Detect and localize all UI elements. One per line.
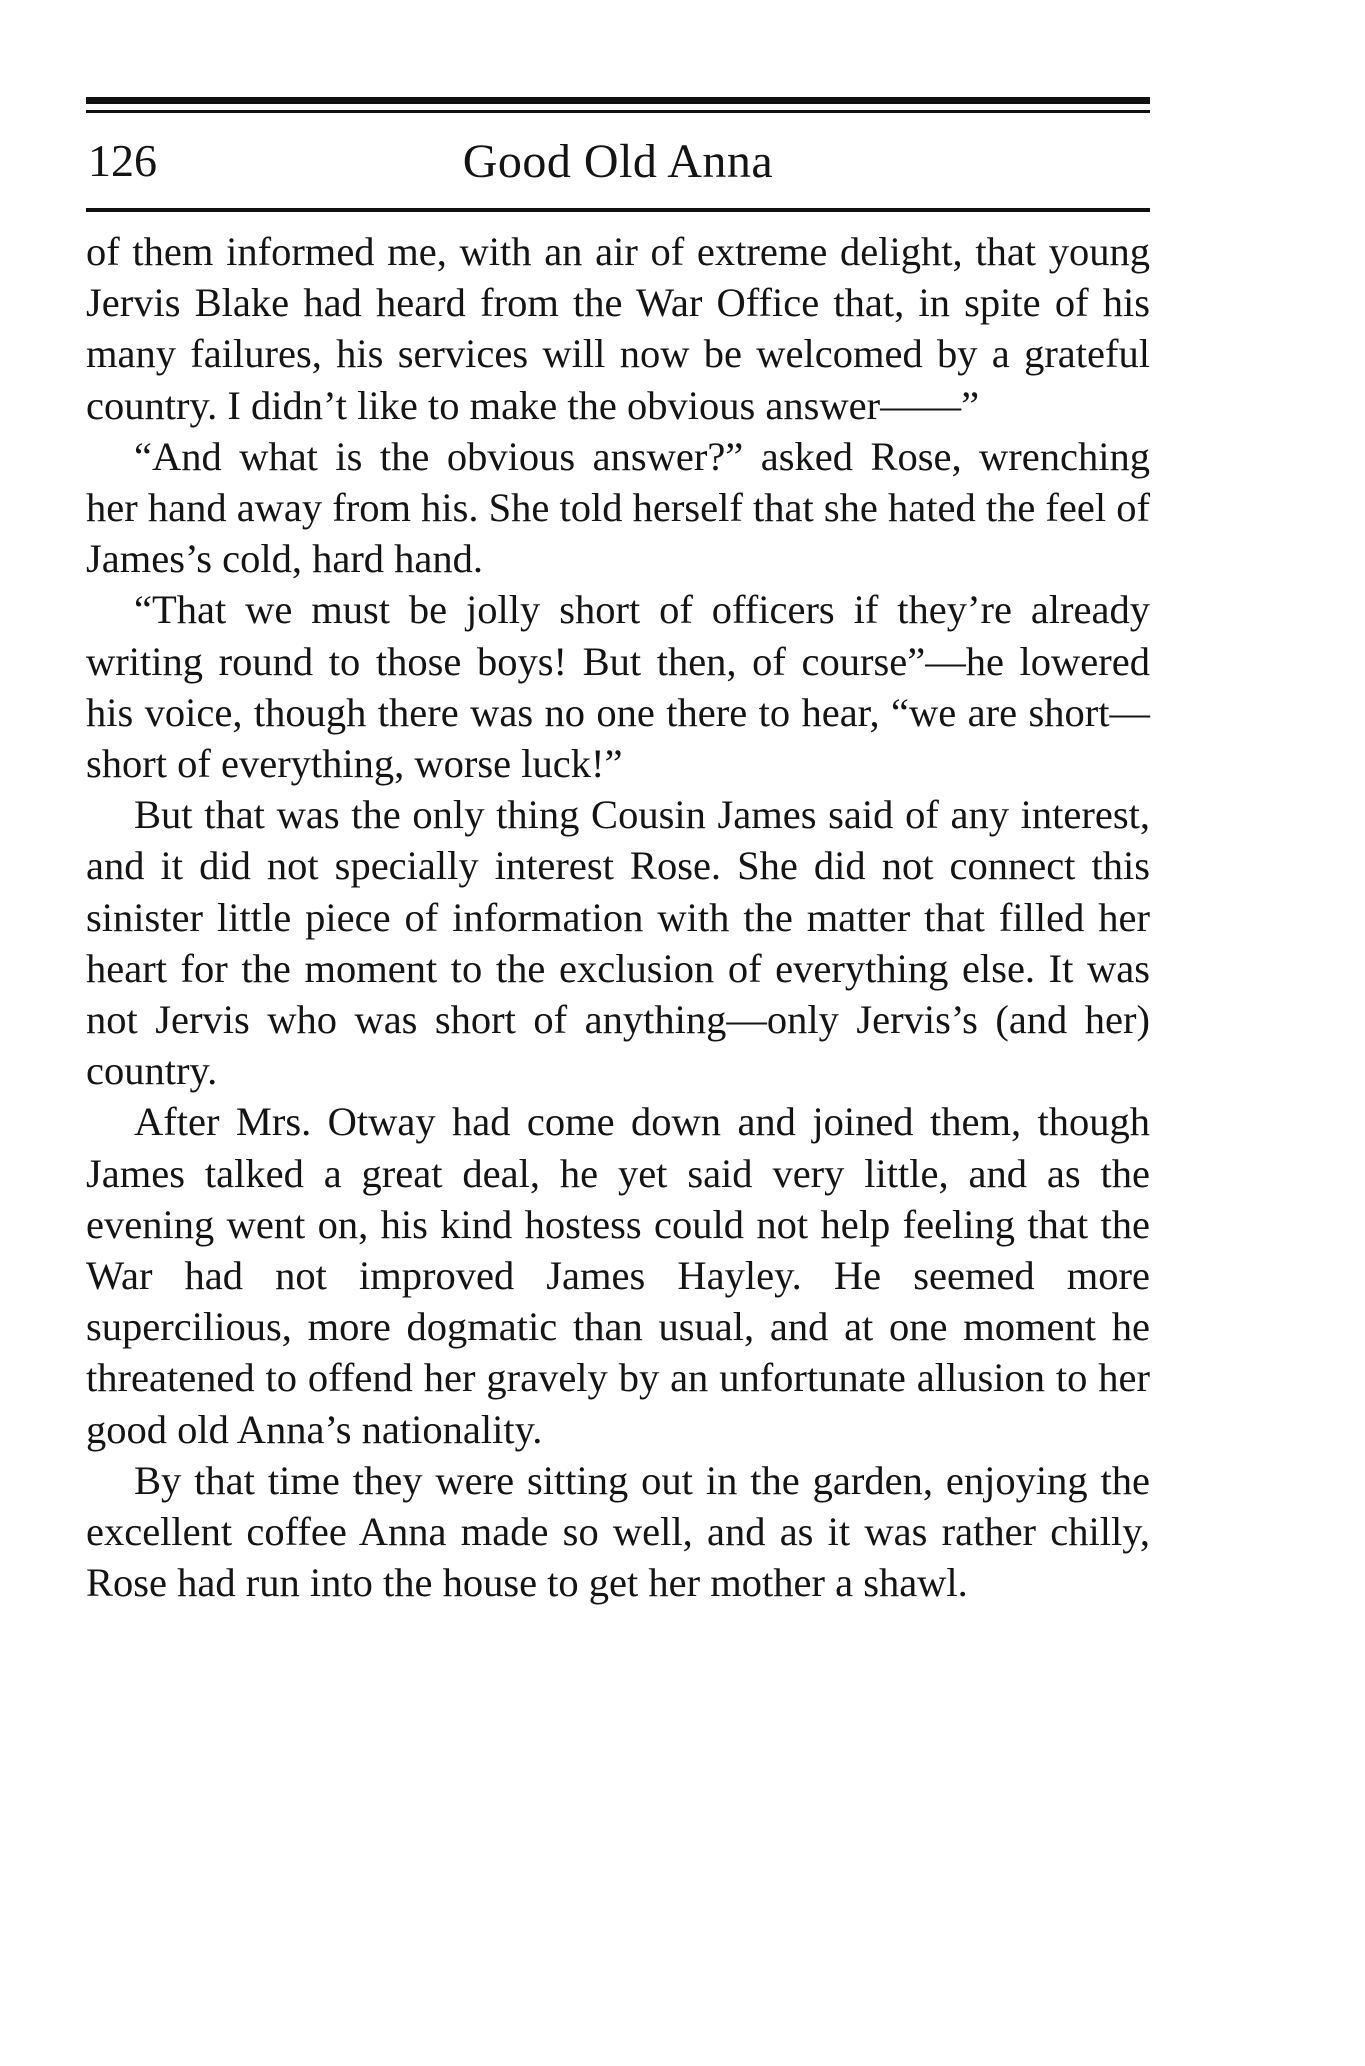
header-rule (86, 208, 1150, 212)
paragraph: After Mrs. Otway had come down and joined them, though James talked a great deal, he yet said very little, and as the evening went on, his kind hostess could not help feeling that the War had not improved James Hayley. He seemed more supercilious, more dogmatic than usual, and at one moment he threatened to offend her gravely by an unfortunate allusion to her good old Anna’s nationality. (86, 1099, 1150, 1452)
paragraph: But that was the only thing Cousin James said of any interest, and it did not specially interest Rose. She did not connect this sinister little piece of information with the matter that filled her heart for the moment to the exclusion of everything else. It was not Jervis who was short of anything—only Jervis’s (and her) country. (86, 792, 1150, 1094)
paragraph: By that time they were sitting out in the garden, enjoying the excellent coffee Anna made so well, and as it was rather chilly, Rose had run into the house to get her mother a shawl. (86, 1457, 1150, 1606)
top-double-rule-thick (86, 97, 1150, 104)
top-double-rule-thin (86, 110, 1150, 113)
paragraph: “That we must be jolly short of officers if they’re already writing round to those boys! But then, of course”—he lowered his voice, though there was no one there to hear, “we are short—short of everything, worse luck!” (86, 587, 1150, 787)
running-header (86, 132, 1150, 200)
paragraph: of them informed me, with an air of extreme delight, that young Jervis Blake had heard from the War Office that, in spite of his many failures, his services will now be welcomed by a grateful country. I didn’t like to make the obvious answer——” (86, 229, 1150, 428)
paragraph: “And what is the obvious answer?” asked Rose, wrenching her hand away from his. She told herself that she hated the feel of James’s cold, hard hand. (86, 433, 1150, 582)
running-title: Good Old Anna (462, 135, 774, 188)
body-text (86, 226, 1150, 1608)
page-number: 126 (88, 135, 157, 186)
